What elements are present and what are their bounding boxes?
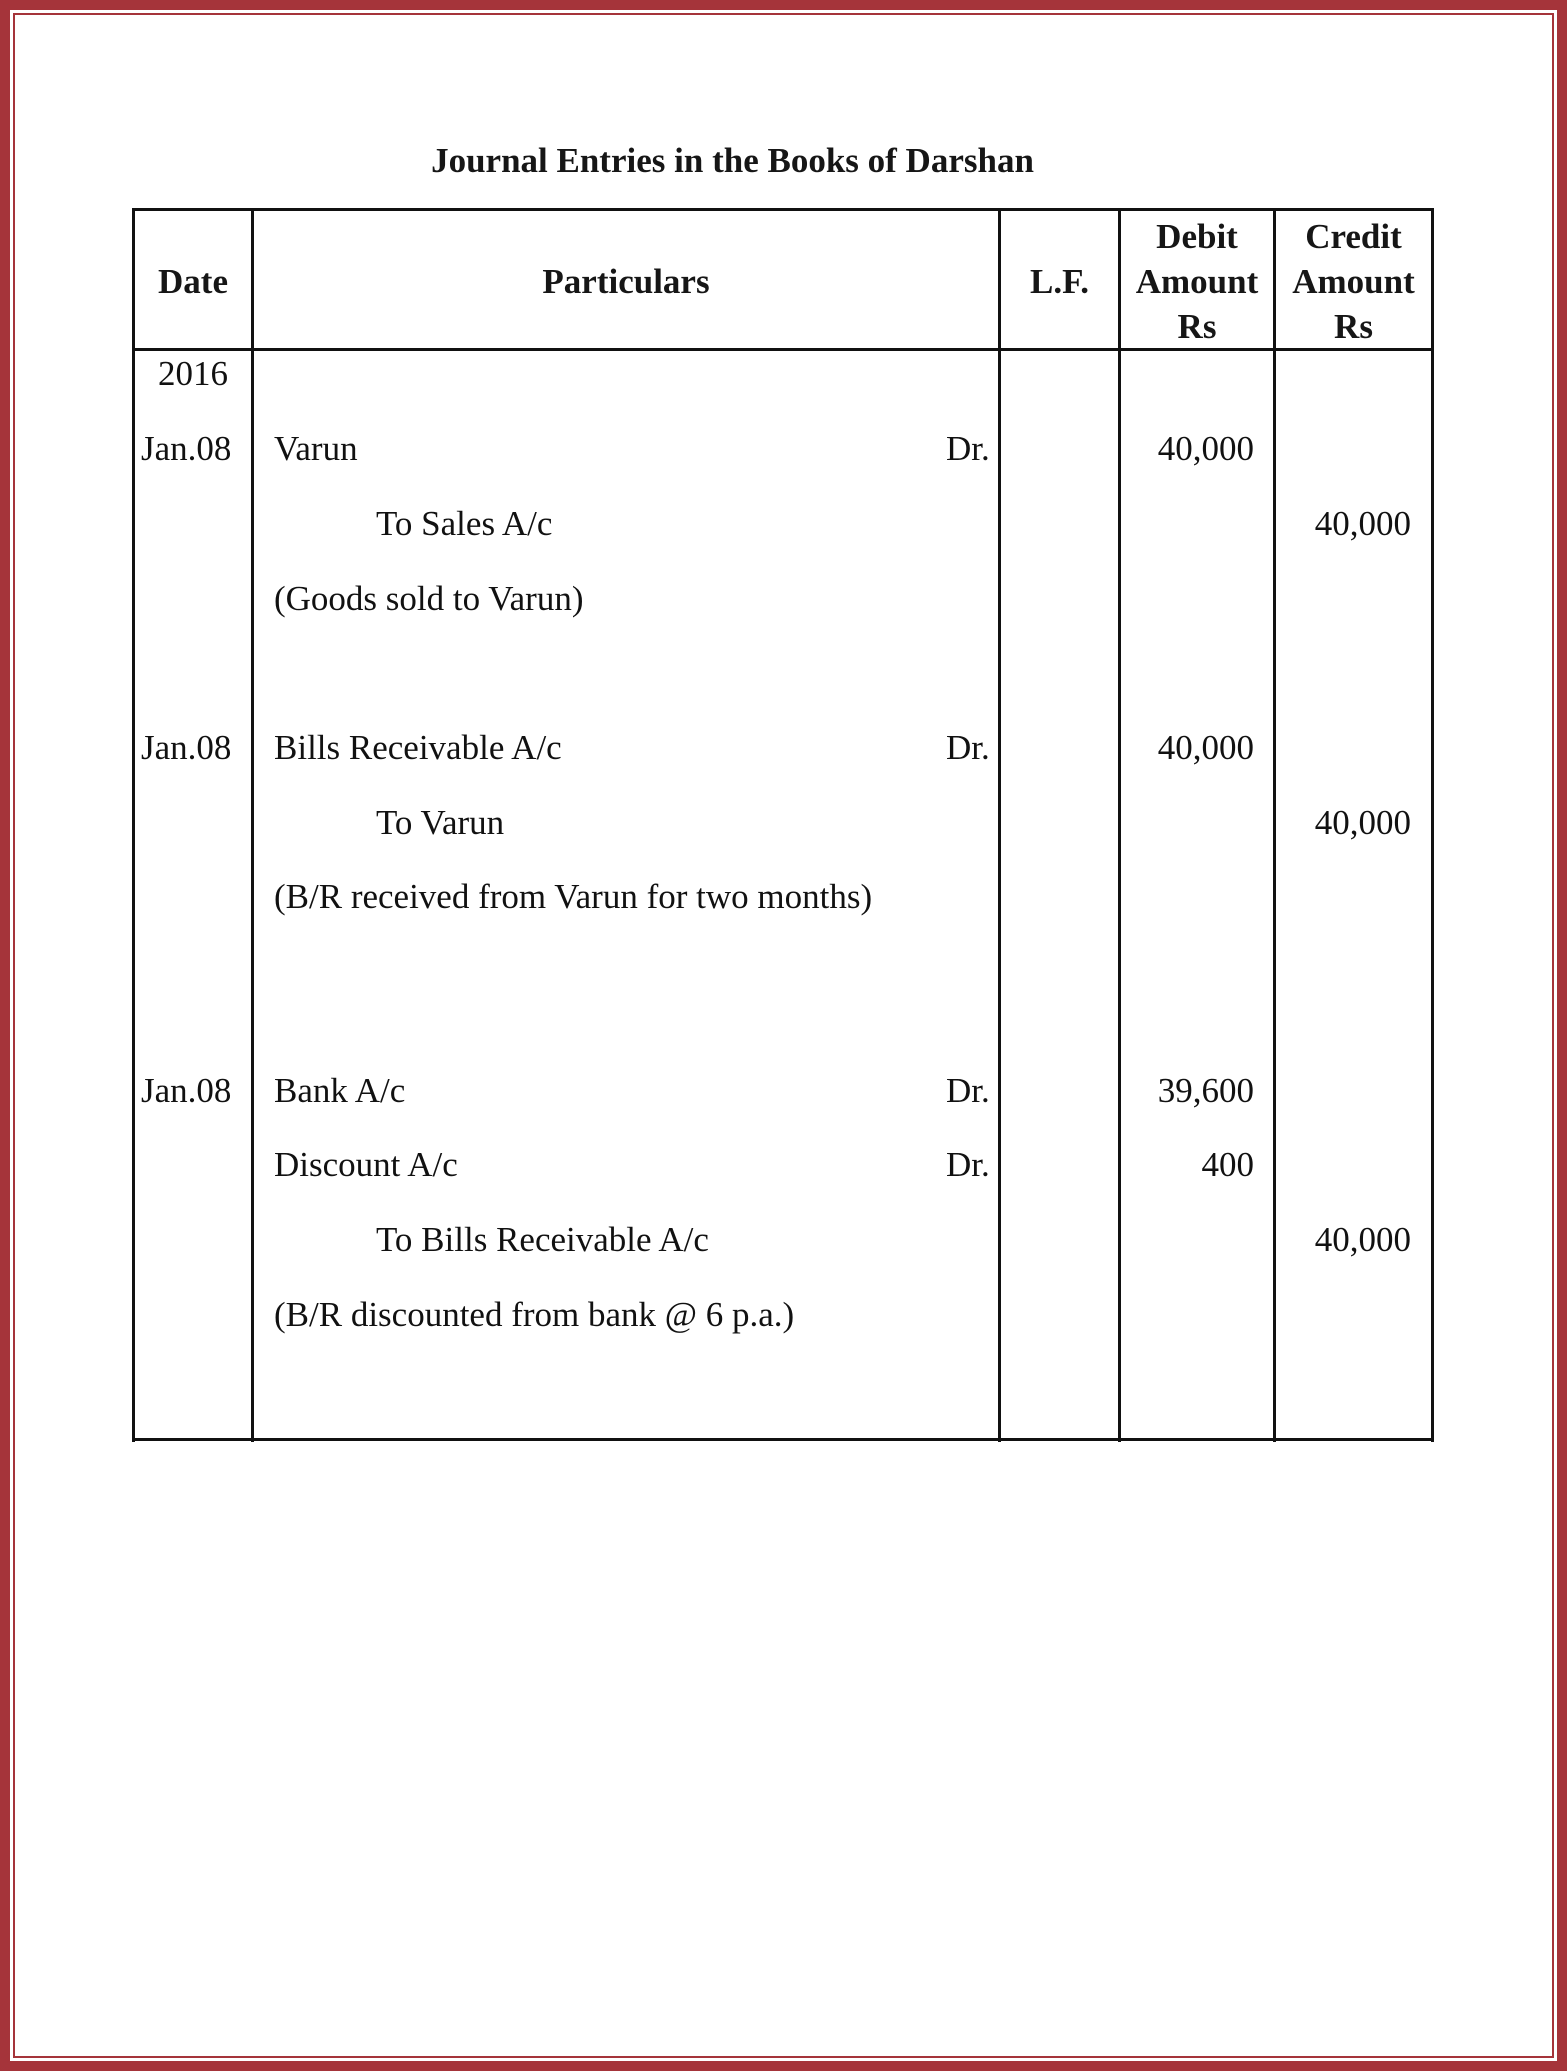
header-particulars: Particulars <box>542 262 710 301</box>
header-credit-amount <box>1276 214 1431 349</box>
entry-3-narration: (B/R discounted from bank @ 6 p.a.) <box>274 1295 795 1334</box>
entry-3-debit-account-2: Discount A/c <box>274 1145 458 1184</box>
entry-2-debit-account: Bills Receivable A/c <box>274 728 562 767</box>
entry-2-credit-account: To Varun <box>376 803 505 842</box>
entry-1-date: Jan.08 <box>141 429 232 468</box>
header-debit-amount <box>1121 214 1273 349</box>
header-date: Date <box>158 262 228 301</box>
entry-1-debit-account: Varun <box>274 429 358 468</box>
table-right-border <box>1431 208 1434 1442</box>
header-credit-line-2: Amount <box>1292 262 1415 301</box>
header-debit-line-2: Amount <box>1135 262 1259 301</box>
header-credit-line-3: Rs <box>1334 307 1373 346</box>
entry-3-credit-account: To Bills Receivable A/c <box>376 1220 709 1259</box>
header-debit-line-1: Debit <box>1156 217 1238 256</box>
entry-3-dr-marker-1: Dr. <box>946 1071 990 1110</box>
header-credit-line-1: Credit <box>1305 217 1402 256</box>
entry-3-dr-marker-2: Dr. <box>946 1145 990 1184</box>
entry-1-credit-amount: 40,000 <box>1314 504 1411 543</box>
year-label: 2016 <box>158 354 228 393</box>
col-divider-particulars <box>998 208 1001 1442</box>
entry-1-dr-marker: Dr. <box>946 429 990 468</box>
entry-1-narration: (Goods sold to Varun) <box>274 579 584 618</box>
entry-3-debit-account-1: Bank A/c <box>274 1071 406 1110</box>
entry-2-date: Jan.08 <box>141 728 232 767</box>
entry-1-credit-account: To Sales A/c <box>376 504 553 543</box>
entry-3-credit-amount: 40,000 <box>1314 1220 1411 1259</box>
col-divider-date <box>251 208 254 1442</box>
table-top-border <box>132 208 1434 211</box>
entry-2-debit-amount: 40,000 <box>1157 728 1254 767</box>
page-title: Journal Entries in the Books of Darshan <box>431 141 1034 180</box>
header-debit-line-3: Rs <box>1177 307 1217 346</box>
entry-2-narration: (B/R received from Varun for two months) <box>274 877 873 916</box>
entry-3-debit-amount-2: 400 <box>1201 1145 1254 1184</box>
entry-3-debit-amount-1: 39,600 <box>1157 1071 1254 1110</box>
entry-2-credit-amount: 40,000 <box>1314 803 1411 842</box>
col-divider-lf <box>1118 208 1121 1442</box>
entry-3-date: Jan.08 <box>141 1071 232 1110</box>
header-lf: L.F. <box>1029 262 1089 301</box>
entry-2-dr-marker: Dr. <box>946 728 990 767</box>
table-bottom-border <box>132 1438 1434 1441</box>
entry-1-debit-amount: 40,000 <box>1157 429 1254 468</box>
